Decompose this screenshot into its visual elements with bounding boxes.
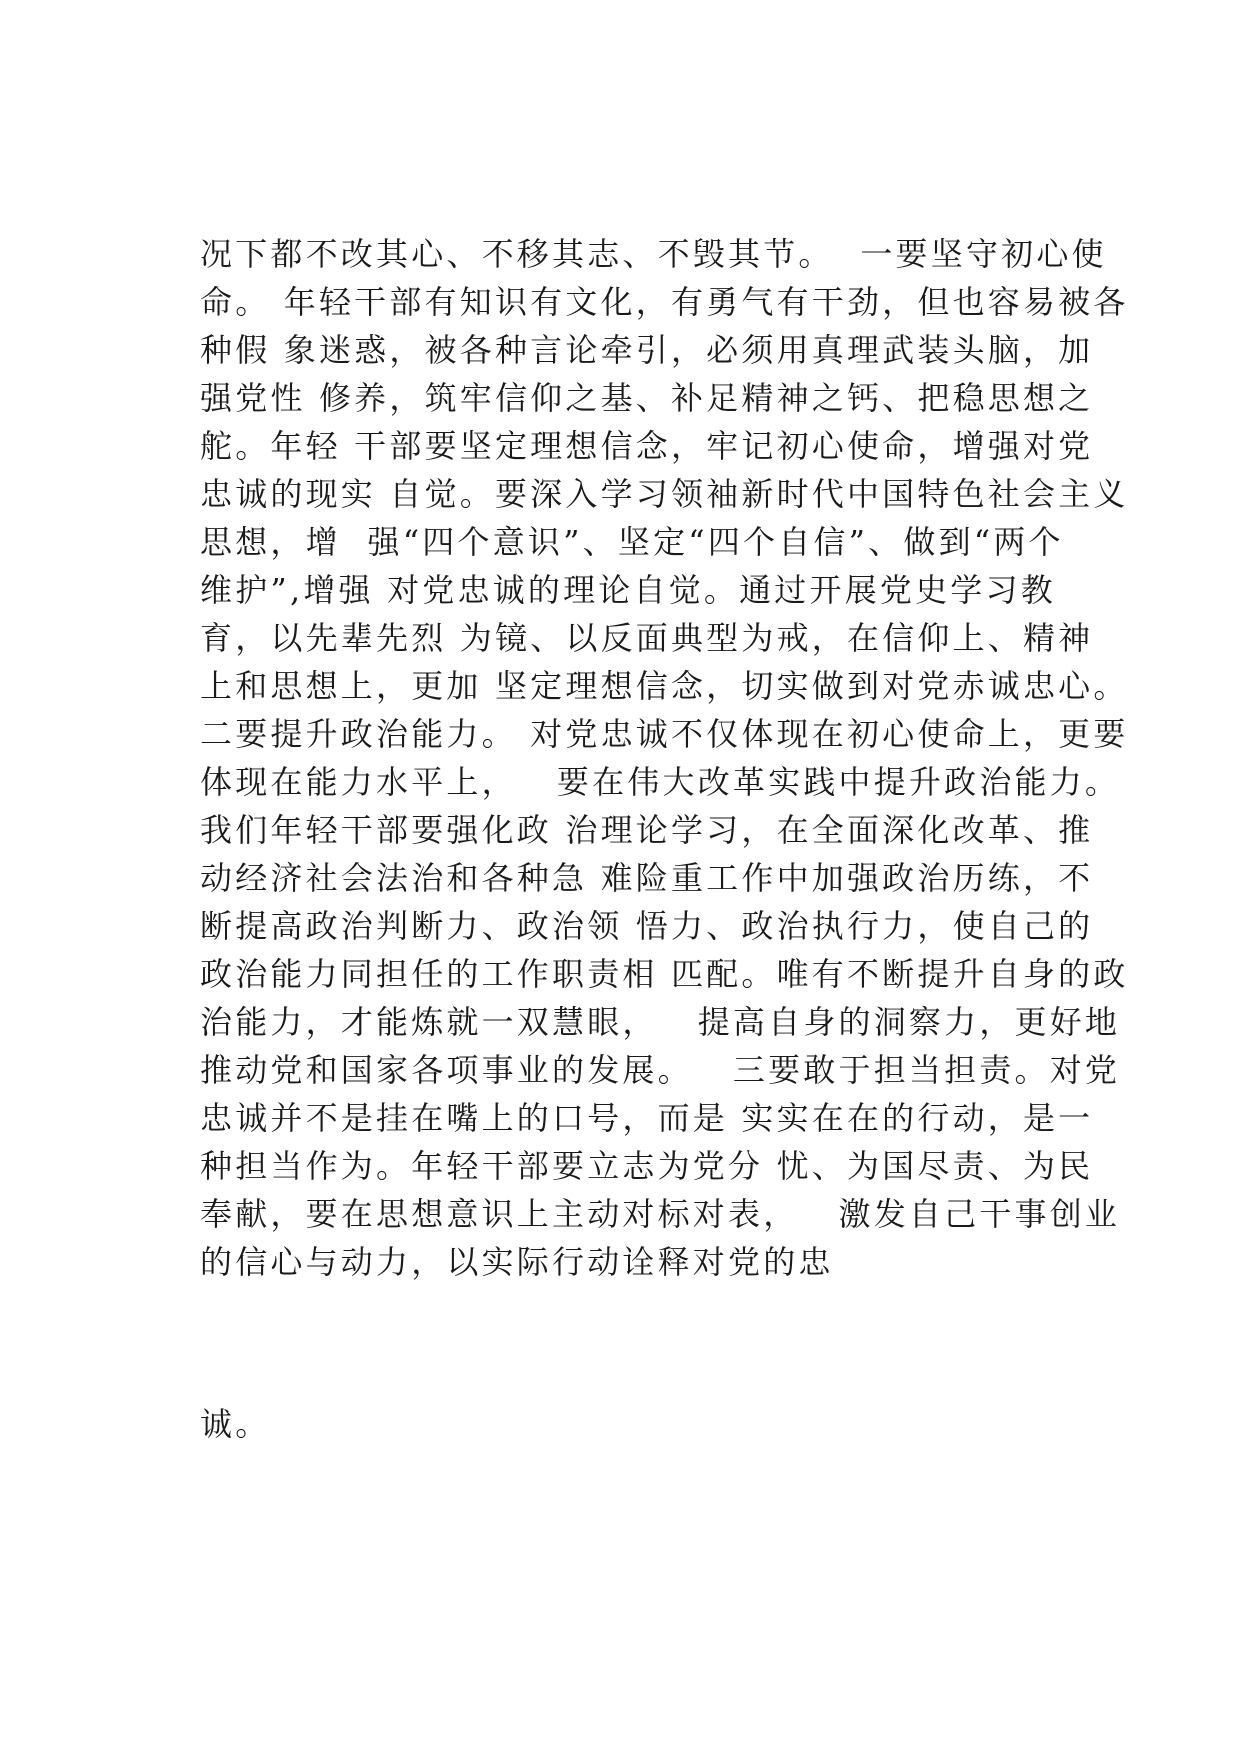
body-paragraph xyxy=(200,230,1129,1286)
text-line: 二要提升政治能力。 对党忠诚不仅体现在初心使命上，更要 xyxy=(200,715,1129,753)
text-line: 种假 象迷惑，被各种言论牵引，必须用真理武装头脑，加 xyxy=(200,331,1094,369)
text-line: 种担当作为。年轻干部要立志为党分 忧、为国尽责、为民 xyxy=(200,1147,1094,1185)
text-line: 维护”,增强 对党忠诚的理论自觉。通过开展党史学习教 xyxy=(200,571,1056,609)
text-line: 体现在能力水平上， 要在伟大改革实践中提升政治能力。 xyxy=(200,763,1121,801)
text-line: 忠诚的现实 自觉。要深入学习领袖新时代中国特色社会主义 xyxy=(200,475,1129,513)
text-line: 治能力，才能炼就一双慧眼， 提高自身的洞察力，更好地 xyxy=(200,1003,1121,1041)
text-line: 政治能力同担任的工作职责相 匹配。唯有不断提升自身的政 xyxy=(200,955,1129,993)
text-line: 我们年轻干部要强化政 治理论学习，在全面深化改革、推 xyxy=(200,811,1094,849)
text-line: 思想，增 强“四个意识”、坚定“四个自信”、做到“两个 xyxy=(200,523,1064,561)
text-line: 推动党和国家各项事业的发展。 三要敢于担当担责。对党 xyxy=(200,1051,1121,1089)
text-line: 断提高政治判断力、政治领 悟力、政治执行力，使自己的 xyxy=(200,907,1094,945)
text-line: 育，以先辈先烈 为镜、以反面典型为戒，在信仰上、精神 xyxy=(200,619,1094,657)
text-line: 强党性 修养，筑牢信仰之基、补足精神之钙、把稳思想之 xyxy=(200,379,1094,417)
text-line: 的信心与动力，以实际行动诠释对党的忠 xyxy=(200,1243,834,1281)
text-line: 奉献，要在思想意识上主动对标对表， 激发自己干事创业 xyxy=(200,1195,1121,1233)
text-line: 命。 年轻干部有知识有文化，有勇气有干劲，但也容易被各 xyxy=(200,283,1129,321)
paragraph-tail: 诚。 xyxy=(200,1405,271,1443)
text-line: 况下都不改其心、不移其志、不毁其节。 一要坚守初心使 xyxy=(200,235,1107,273)
text-line: 舵。年轻 干部要坚定理想信念，牢记初心使命，增强对党 xyxy=(200,427,1094,465)
text-line: 忠诚并不是挂在嘴上的口号，而是 实实在在的行动，是一 xyxy=(200,1099,1094,1137)
text-line: 上和思想上，更加 坚定理想信念，切实做到对党赤诚忠心。 xyxy=(200,667,1129,705)
text-line: 动经济社会法治和各种急 难险重工作中加强政治历练，不 xyxy=(200,859,1094,897)
